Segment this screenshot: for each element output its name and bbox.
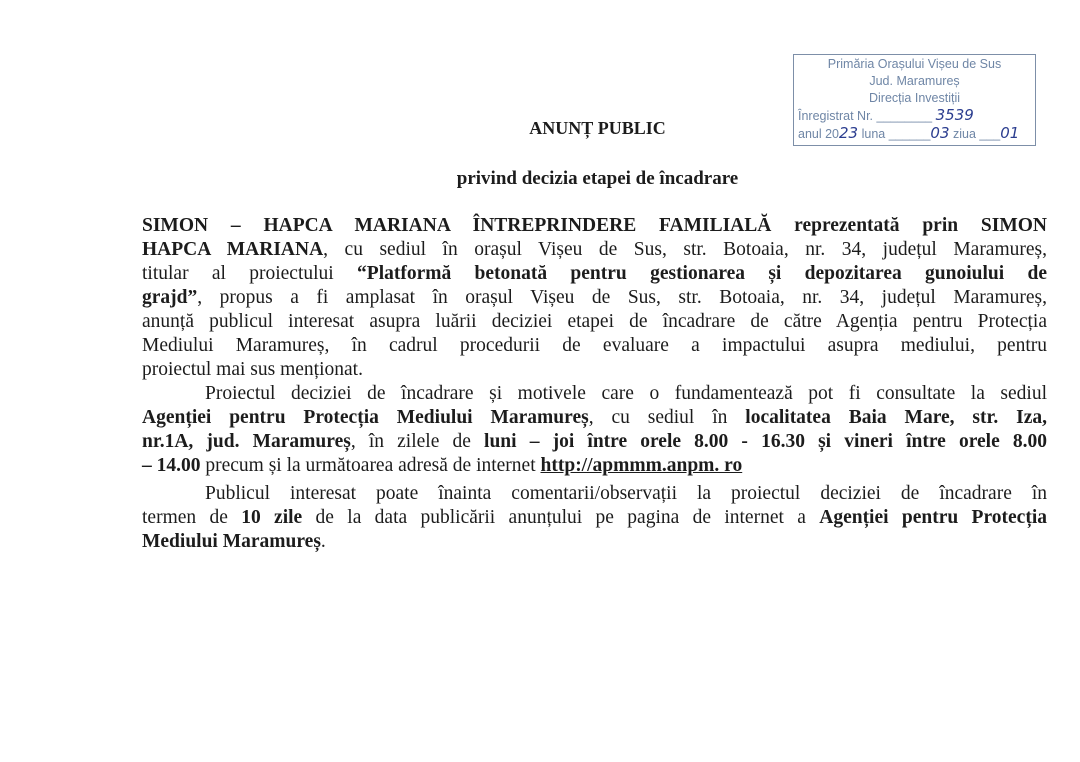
website-link[interactable]: http://apmmm.anpm. ro bbox=[540, 455, 743, 476]
text-line bbox=[142, 358, 1047, 382]
text-segment: precum și la următoarea adresă de internet bbox=[200, 455, 541, 476]
text-segment: Mediului Maramureș, în cadrul procedurii de evaluare a impactului asupra mediului, pentru bbox=[142, 335, 1047, 356]
text-line bbox=[142, 286, 1047, 310]
text-line bbox=[142, 406, 1047, 430]
text-line bbox=[142, 310, 1047, 334]
text-line bbox=[142, 214, 1047, 238]
text-segment: anunță publicul interesat asupra luării deciziei etapei de încadrare de către Agenția pentru Protecția bbox=[142, 311, 1047, 332]
text-segment: , cu sediul în bbox=[588, 407, 746, 428]
page-subtitle: privind decizia etapei de încadrare bbox=[456, 168, 739, 189]
text-segment: , propus a fi amplasat în orașul Vișeu de Sus, str. Botoaia, nr. 34, județul Maramureș, bbox=[197, 287, 1047, 308]
text-segment: – 14.00 bbox=[142, 455, 201, 476]
text-segment: . bbox=[320, 531, 326, 552]
text-segment: Agenției pentru Protecția Mediului Maramureș bbox=[142, 407, 589, 428]
stamp-registered-label: Înregistrat Nr. ________ bbox=[798, 109, 933, 123]
stamp-month-label: luna ______ bbox=[861, 127, 931, 141]
text-segment: localitatea Baia Mare, str. Iza, bbox=[745, 407, 1047, 428]
text-segment: Agenției pentru Protecția bbox=[819, 507, 1047, 528]
text-line bbox=[142, 482, 1047, 506]
text-segment: HAPCA MARIANA bbox=[142, 239, 324, 260]
text-segment: Mediului Maramureș bbox=[142, 531, 321, 552]
stamp-row bbox=[794, 56, 1035, 73]
text-segment: titular al proiectului bbox=[142, 263, 358, 284]
text-line bbox=[142, 238, 1047, 262]
stamp-department: Direcția Investiții bbox=[869, 91, 960, 105]
text-segment: grajd” bbox=[142, 287, 198, 308]
text-line bbox=[142, 334, 1047, 358]
text-line bbox=[142, 382, 1047, 406]
stamp-county: Jud. Maramureș bbox=[869, 74, 960, 88]
text-segment: Publicul interesat poate înainta comentarii/observații la proiectul deciziei de încadrare în bbox=[205, 483, 1047, 504]
text-line bbox=[142, 454, 1047, 478]
text-segment: proiectul mai sus menționat. bbox=[142, 359, 363, 380]
text-segment: 10 zile bbox=[241, 507, 303, 528]
text-line bbox=[142, 530, 1047, 554]
stamp-year: 23 bbox=[839, 124, 859, 142]
page-title: ANUNȚ PUBLIC bbox=[529, 118, 666, 138]
stamp-row bbox=[794, 90, 1035, 107]
text-line bbox=[142, 262, 1047, 286]
text-line bbox=[142, 506, 1047, 530]
stamp-year-label: anul 20 bbox=[798, 127, 840, 141]
stamp-institution: Primăria Orașului Vișeu de Sus bbox=[827, 57, 1002, 71]
text-segment: SIMON – HAPCA MARIANA ÎNTREPRINDERE FAMILIALĂ reprezentată prin SIMON bbox=[142, 215, 1047, 236]
text-line bbox=[142, 430, 1047, 454]
text-segment: , în zilele de bbox=[350, 431, 485, 452]
stamp-day: 01 bbox=[1000, 124, 1020, 142]
text-segment: luni – joi între orele 8.00 - 16.30 și vineri între orele 8.00 bbox=[484, 431, 1047, 452]
text-segment: , cu sediul în orașul Vișeu de Sus, str. Botoaia, nr. 34, județul Maramureș, bbox=[323, 239, 1047, 260]
text-segment: nr.1A, jud. Maramureș bbox=[142, 431, 351, 452]
text-segment: termen de bbox=[142, 507, 242, 528]
stamp-row bbox=[794, 73, 1035, 90]
text-segment: Proiectul deciziei de încadrare și motivele care o fundamentează pot fi consultate la sediul bbox=[205, 383, 1047, 404]
stamp-month: 03 bbox=[930, 124, 950, 142]
text-segment: “Platformă betonată pentru gestionarea și depozitarea gunoiului de bbox=[357, 263, 1047, 284]
text-segment: de la data publicării anunțului pe pagina de internet a bbox=[302, 507, 820, 528]
stamp-day-label: ziua ___ bbox=[953, 127, 1001, 141]
registration-number: 3539 bbox=[935, 106, 974, 124]
announcement-body bbox=[142, 214, 1047, 554]
